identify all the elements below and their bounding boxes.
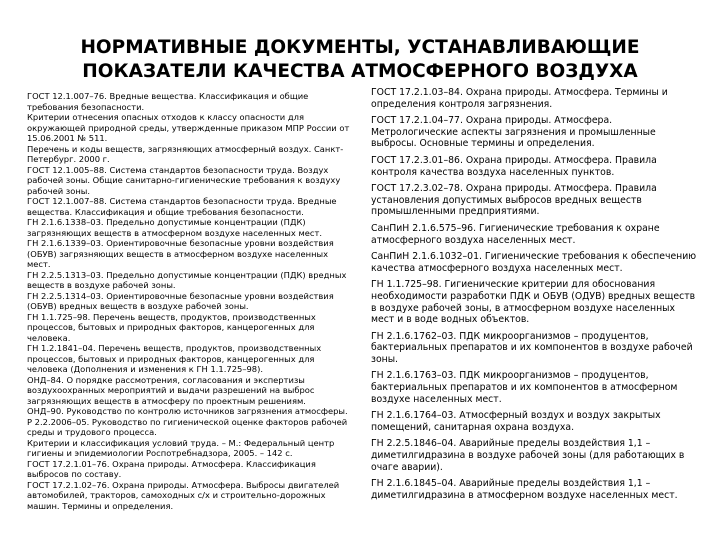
left-list-item: ОНД–84. О порядке рассмотрения, согласования и экспертизы воздухоохранных мероприятий и выдачи разрешений на выброс загрязняющих веществ в атмосферу по проектным решениям. [27, 374, 315, 406]
left-list-item: Р 2.2.2006–05. Руководство по гигиенической оценке факторов рабочей среды и трудового процесса. [27, 416, 348, 437]
right-list-item: ГН 2.1.6.1763–03. ПДК микроорганизмов – продуцентов, бактериальных препаратов и их компонентов в атмосферном воздухе населенных мест. [371, 370, 678, 405]
left-list-item: ОНД–90. Руководство по контролю источников загрязнения атмосферы. [27, 406, 348, 416]
left-list-item: ГН 2.1.6.1338–03. Предельно допустимые концентрации (ПДК) загрязняющих веществ в атмосферном воздухе населенных мест. [27, 217, 322, 238]
left-list-item: ГОСТ 12.1.007–76. Вредные вещества. Классификация и общие требования безопасности. [27, 91, 309, 112]
left-list-item: ГН 2.2.5.1314–03. Ориентировочные безопасные уровни воздействия (ОБУВ) вредных веществ в воздухе рабочей зоны. [27, 290, 334, 311]
right-list-item: ГН 2.1.6.1845–04. Аварийные пределы воздействия 1,1 – диметилгидразина в атмосферном воздухе населенных мест. [371, 478, 678, 501]
left-list-item: ГОСТ 12.1.007–88. Система стандартов безопасности труда. Вредные вещества. Классификация и общие требования безопасности. [27, 196, 337, 217]
left-list-item: ГОСТ 17.2.1.01–76. Охрана природы. Атмосфера. Классификация выбросов по составу. [27, 458, 316, 479]
right-list-item: ГН 1.1.725–98. Гигиенические критерии для обоснования необходимости разработки ПДК и ОБУВ (ОДУВ) вредных веществ в воздухе рабочей зоны, в атмосферном воздухе населенных мест и в воде водных объектов. [371, 279, 696, 326]
slide-title [30, 36, 690, 84]
right-list-item: ГОСТ 17.2.3.01–86. Охрана природы. Атмосфера. Правила контроля качества воздуха населенных пунктов. [371, 154, 657, 178]
right-list-item: СанПиН 2.1.6.575–96. Гигиенические требования к охране атмосферного воздуха населенных мест. [371, 222, 660, 246]
left-list-item: ГН 1.1.725–98. Перечень веществ, продуктов, производственных процессов, бытовых и природных факторов, канцерогенных для человека. [27, 311, 316, 343]
left-list-item: ГОСТ 17.2.1.02–76. Охрана природы. Атмосфера. Выбросы двигателей автомобилей, тракторов, самоходных с/х и строительно-дорожных машин. Термины и определения. [27, 479, 340, 511]
left-list-item: Критерии и классификация условий труда. – М.: Федеральный центр гигиены и эпидемиологии Роспотребнадзора, 2005. – 142 с. [27, 437, 335, 458]
right-list-item: ГН 2.1.6.1764–03. Атмосферный воздух и воздух закрытых помещений, санитарная охрана воздуха. [371, 410, 661, 433]
left-list-item: Критерии отнесения опасных отходов к классу опасности для окружающей природной среды, утвержденные приказом МПР России от 15.06.2001 № 511. [27, 112, 350, 143]
title-line-2: ПОКАЗАТЕЛИ КАЧЕСТВА АТМОСФЕРНОГО ВОЗДУХА [82, 61, 638, 82]
right-list-item: ГОСТ 17.2.1.03–84. Охрана природы. Атмосфера. Термины и определения контроля загрязнения. [371, 87, 668, 110]
left-list-item: ГН 2.2.5.1313–03. Предельно допустимые концентрации (ПДК) вредных веществ в воздухе рабочей зоны. [27, 269, 347, 290]
right-list-item: ГОСТ 17.2.3.02–78. Охрана природы. Атмосфера. Правила установления допустимых выбросов вредных веществ промышленными предприятиями. [371, 183, 657, 218]
right-list-item: ГН 2.2.5.1846–04. Аварийные пределы воздействия 1,1 – диметилгидразина в воздухе рабочей зоны (для работающих в очаге аварии). [371, 438, 685, 473]
left-list-item: Перечень и коды веществ, загрязняющих атмосферный воздух. Санкт-Петербург. 2000 г. [27, 143, 344, 164]
right-document-list [371, 87, 701, 506]
left-list-item: ГОСТ 12.1.005–88. Система стандартов безопасности труда. Воздух рабочей зоны. Общие санитарно-гигиенические требования к воздуху рабочей зоны. [27, 164, 341, 196]
left-list-item: ГН 1.2.1841–04. Перечень веществ, продуктов, производственных процессов, бытовых и природных факторов, канцерогенных для человека (Дополнения и изменения к ГН 1.1.725–98). [27, 343, 322, 374]
right-list-item: ГН 2.1.6.1762–03. ПДК микроорганизмов – продуцентов, бактериальных препаратов и их компонентов в воздухе рабочей зоны. [371, 330, 693, 365]
right-list-item: СанПиН 2.1.6.1032–01. Гигиенические требования к обеспечению качества атмосферного воздуха населенных мест. [371, 251, 697, 274]
title-line-1: НОРМАТИВНЫЕ ДОКУМЕНТЫ, УСТАНАВЛИВАЮЩИЕ [80, 37, 640, 58]
left-list-item: ГН 2.1.6.1339–03. Ориентировочные безопасные уровни воздействия (ОБУВ) загрязняющих веществ в атмосферном воздухе населенных мест. [27, 238, 334, 269]
right-list-item: ГОСТ 17.2.1.04–77. Охрана природы. Атмосфера. Метрологические аспекты загрязнения и промышленные выбросы. Основные термины и определения. [371, 115, 656, 150]
left-document-list [27, 91, 352, 540]
